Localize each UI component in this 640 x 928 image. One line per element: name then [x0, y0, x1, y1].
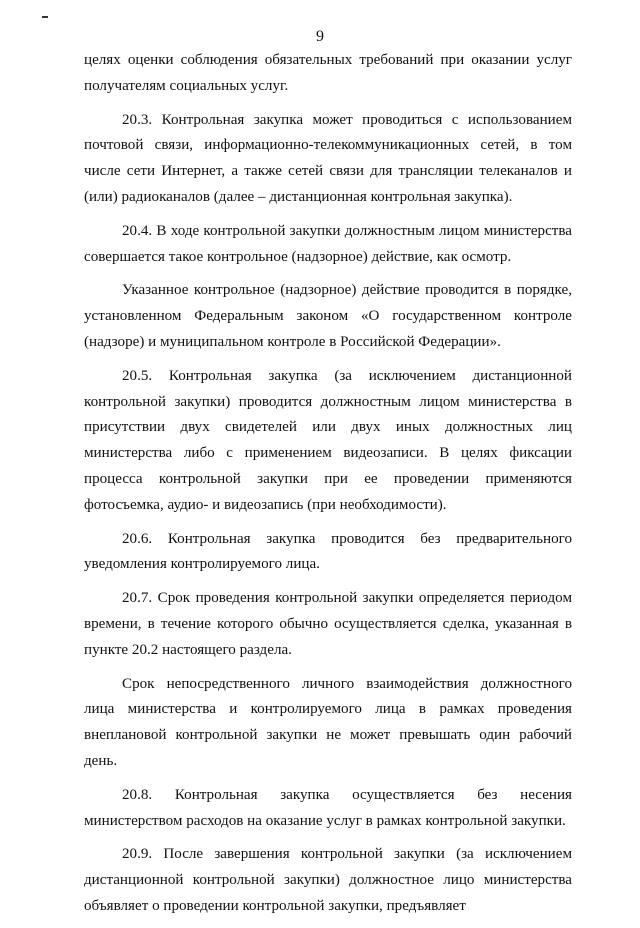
page-number: 9: [316, 28, 324, 45]
paragraph-20-3: 20.3. Контрольная закупка может проводиться с использованием почтовой связи, информационно-телекоммуникационных сетей, в том числе сети Интернет, а также сетей связи для трансляции телеканалов и (или) радиоканалов (далее – дистанционная контрольная закупка).: [84, 111, 572, 205]
paragraph-20-9: 20.9. После завершения контрольной закупки (за исключением дистанционной контрольной закупки) должностное лицо министерства объявляет о проведении контрольной закупки, предъявляет: [84, 846, 572, 914]
paragraph-20-8: 20.8. Контрольная закупка осуществляется без несения министерством расходов на оказание услуг в рамках контрольной закупки.: [84, 786, 572, 829]
paragraph-20-5: 20.5. Контрольная закупка (за исключением дистанционной контрольной закупки) проводится должностным лицом министерства в присутствии двух свидетелей или двух иных должностных лиц министерства либо с применением видеозаписи. В целях фиксации процесса контрольной закупки при ее проведении применяются фотосъемка, аудио- и видеозапись (при необходимости).: [84, 367, 572, 513]
scan-mark: [42, 16, 48, 18]
document-body: [84, 48, 572, 928]
paragraph-20-7-term: Срок непосредственного личного взаимодействия должностного лица министерства и контролируемого лица в рамках проведения внеплановой контрольной закупки не может превышать один рабочий день.: [84, 675, 572, 769]
paragraph-20-7: 20.7. Срок проведения контрольной закупки определяется периодом времени, в течение которого обычно осуществляется сделка, указанная в пункте 20.2 настоящего раздела.: [84, 590, 572, 658]
paragraph-20-6: 20.6. Контрольная закупка проводится без предварительного уведомления контролируемого лица.: [84, 530, 572, 573]
paragraph-continuation: целях оценки соблюдения обязательных требований при оказании услуг получателям социальных услуг.: [84, 52, 572, 94]
paragraph-20-4-procedure: Указанное контрольное (надзорное) действие проводится в порядке, установленном Федеральным законом «О государственном контроле (надзоре) и муниципальном контроле в Российской Федерации».: [84, 282, 572, 350]
paragraph-20-4: 20.4. В ходе контрольной закупки должностным лицом министерства совершается такое контрольное (надзорное) действие, как осмотр.: [84, 222, 572, 265]
